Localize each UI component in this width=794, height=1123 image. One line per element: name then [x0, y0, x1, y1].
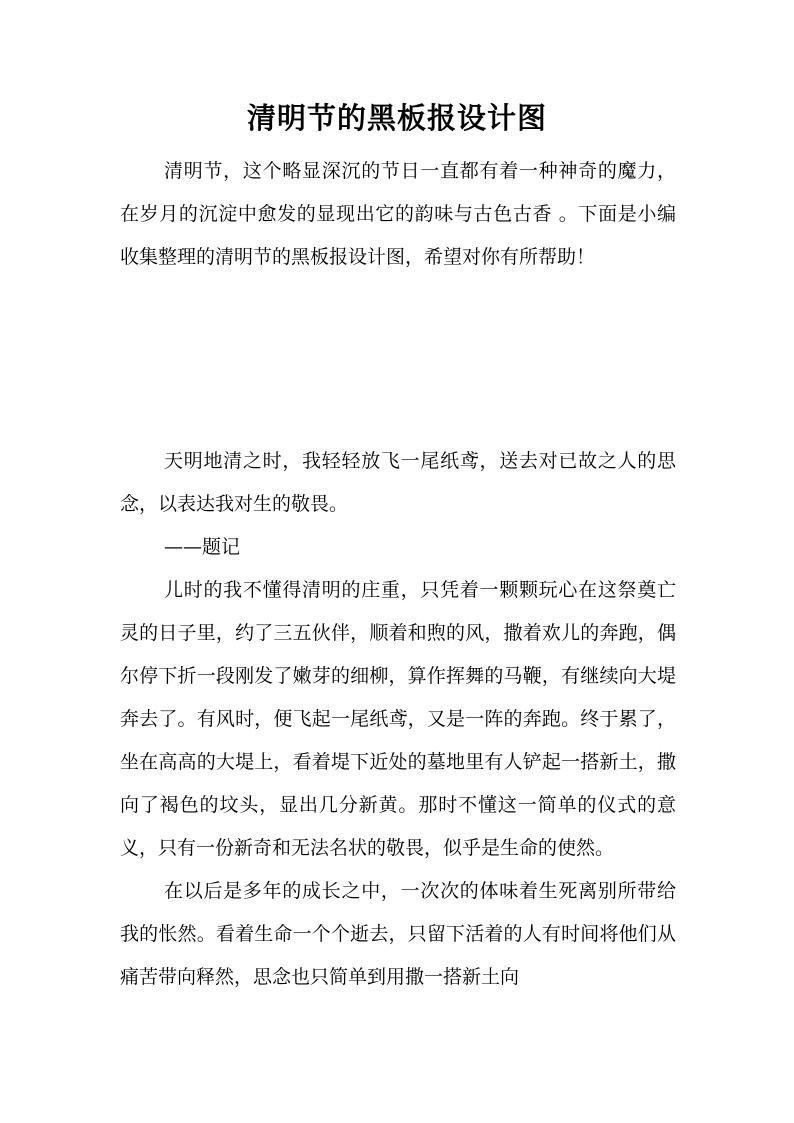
epigraph-attribution: ——题记 — [164, 536, 241, 558]
intro-section — [120, 150, 676, 279]
body-section — [120, 440, 676, 999]
body-paragraph-3: 在以后是多年的成长之中，一次次的体味着生死离别所带给我的怅然。看着生命一个个逝去，只留下活着的人有时间将他们从痛苦带向释然，思念也只简单到用撒一搭新土向 — [120, 880, 676, 988]
document-title: 清明节的黑板报设计图 — [246, 101, 547, 135]
body-paragraph-2: 儿时的我不懂得清明的庄重，只凭着一颗颗玩心在这祭奠亡灵的日子里，约了三五伙伴，顺着和煦的风，撒着欢儿的奔跑，偶尔停下折一段刚发了嫩芽的细柳，算作挥舞的马鞭，有继续向大堤奔去了。有风时，便飞起一尾纸鸢，又是一阵的奔跑。终于累了，坐在高高的大堤上，看着堤下近处的墓地里有人铲起一搭新土，撒向了褐色的坟头，显出几分新黄。那时不懂这一简单的仪式的意义，只有一份新奇和无法名状的敬畏，似乎是生命的使然。 — [120, 579, 676, 859]
intro-paragraph: 清明节，这个略显深沉的节日一直都有着一种神奇的魔力，在岁月的沉淀中愈发的显现出它的韵味与古色古香 。下面是小编收集整理的清明节的黑板报设计图，希望对你有所帮助！ — [120, 160, 676, 268]
body-paragraph-1: 天明地清之时，我轻轻放飞一尾纸鸢，送去对已故之人的思念，以表达我对生的敬畏。 — [120, 450, 676, 515]
